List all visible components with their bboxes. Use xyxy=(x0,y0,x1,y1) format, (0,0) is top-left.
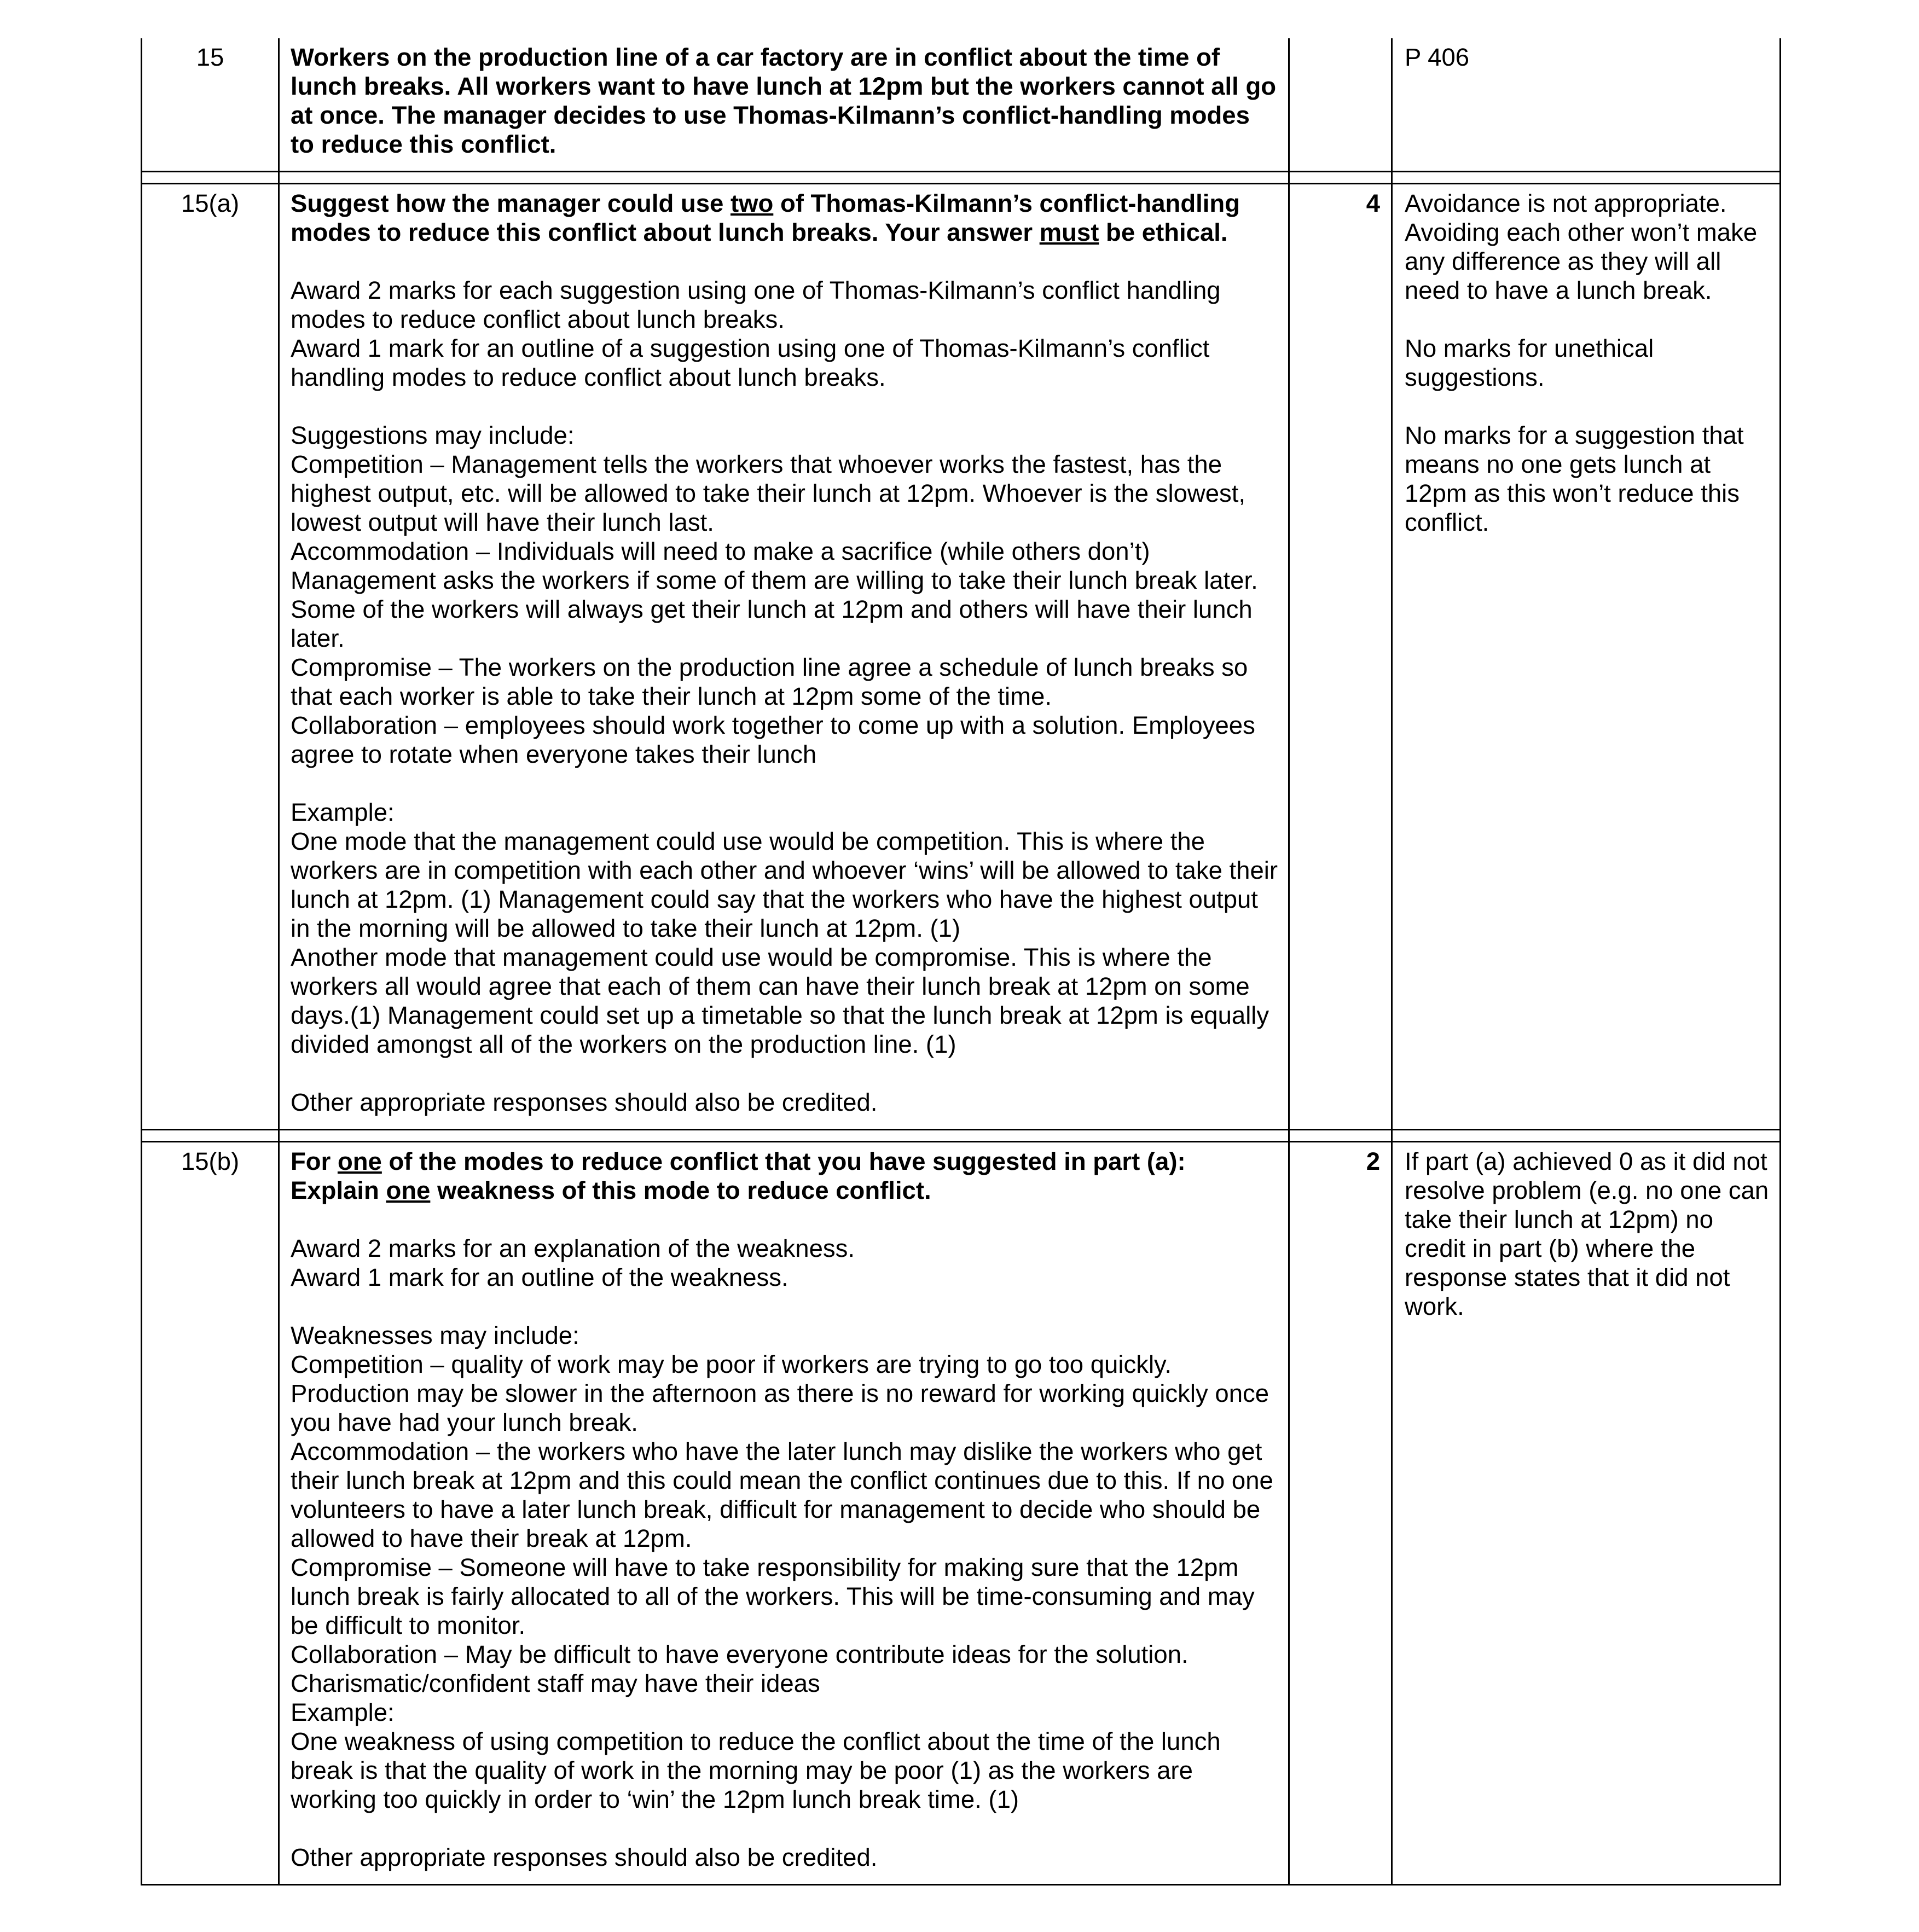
suggestion-item: Accommodation – Individuals will need to make a sacrifice (while others don’t) Management asks the workers if some of them are willing to take their lunch break later. Some of the workers will always get their lunch at 12pm and others will have their lunch later. xyxy=(291,537,1258,652)
example-text: One weakness of using competition to reduce the conflict about the time of the lunch break is that the quality of work in the morning may be poor (1) as the workers are working too quickly in order to ‘win’ the 12pm lunch break time. (1) xyxy=(291,1727,1221,1813)
suggestion-item: Collaboration – employees should work together to come up with a solution. Employees agree to rotate when everyone takes their lunch xyxy=(291,711,1255,768)
weakness-item: Competition – quality of work may be poor if workers are trying to go too quickly. Production may be slower in the afternoon as there is no reward for working quickly once you have had your lunch break. xyxy=(291,1350,1269,1436)
row-separator xyxy=(142,1130,1781,1142)
marks-cell xyxy=(1289,38,1392,172)
marks-cell: 2 xyxy=(1289,1142,1392,1885)
weakness-item: Collaboration – May be difficult to have everyone contribute ideas for the solution. Charismatic/confident staff may have their ideas xyxy=(291,1640,1188,1697)
suggestion-item: Compromise – The workers on the production line agree a schedule of lunch breaks so that each worker is able to take their lunch at 12pm some of the time. xyxy=(291,653,1248,710)
award-line: Award 2 marks for each suggestion using one of Thomas-Kilmann’s conflict handling modes to reduce conflict about lunch breaks. xyxy=(291,276,1221,333)
example-text: One mode that the management could use would be competition. This is where the workers are in competition with each other and whoever ‘wins’ will be allowed to take their lunch at 12pm. (1) Management could say that the workers who have the highest output in the morning will be allowed to take their lunch at 12pm. (1) xyxy=(291,827,1278,942)
question-15-row xyxy=(142,38,1781,172)
question-stem xyxy=(279,38,1289,172)
mark-scheme-table xyxy=(141,38,1781,1885)
guidance-cell: If part (a) achieved 0 as it did not resolve problem (e.g. no one can take their lunch at 12pm) no credit in part (b) where the response states that it did not work. xyxy=(1392,1142,1781,1885)
row-separator xyxy=(142,172,1781,184)
weaknesses-heading: Weaknesses may include: xyxy=(291,1321,579,1349)
question-15b-row xyxy=(142,1142,1781,1885)
example-heading: Example: xyxy=(291,798,395,826)
question-number: 15(a) xyxy=(142,184,279,1130)
guidance-cell xyxy=(1392,184,1781,1130)
guidance-note: No marks for unethical suggestions. xyxy=(1405,334,1654,391)
weakness-item: Accommodation – the workers who have the later lunch may dislike the workers who get their lunch break at 12pm and this could mean the conflict continues due to this. If no one volunteers to have a later lunch break, difficult for management to decide who should be allowed to have their break at 12pm. xyxy=(291,1437,1273,1552)
question-text: For one of the modes to reduce conflict that you have suggested in part (a): Explain one weakness of this mode to reduce conflict. xyxy=(291,1147,1186,1204)
example-heading: Example: xyxy=(291,1698,395,1726)
credit-note: Other appropriate responses should also be credited. xyxy=(291,1843,878,1871)
answer-cell xyxy=(279,1142,1289,1885)
question-stem-text: Workers on the production line of a car factory are in conflict about the time of lunch breaks. All workers want to have lunch at 12pm but the workers cannot all go at once. The manager decides to use Thomas-Kilmann’s conflict-handling modes to reduce this conflict. xyxy=(291,43,1277,158)
award-line: Award 1 mark for an outline of a suggestion using one of Thomas-Kilmann’s conflict handling modes to reduce conflict about lunch breaks. xyxy=(291,334,1210,391)
weakness-item: Compromise – Someone will have to take responsibility for making sure that the 12pm lunch break is fairly allocated to all of the workers. This will be time-consuming and may be difficult to monitor. xyxy=(291,1553,1255,1639)
marks-cell: 4 xyxy=(1289,184,1392,1130)
guidance-cell: P 406 xyxy=(1392,38,1781,172)
suggestions-heading: Suggestions may include: xyxy=(291,421,575,449)
question-text: Suggest how the manager could use two of Thomas-Kilmann’s conflict-handling modes to reduce this conflict about lunch breaks. Your answer must be ethical. xyxy=(291,189,1240,246)
question-number: 15 xyxy=(142,38,279,172)
guidance-note: No marks for a suggestion that means no one gets lunch at 12pm as this won’t reduce this conflict. xyxy=(1405,421,1744,536)
example-text: Another mode that management could use would be compromise. This is where the workers all would agree that each of them can have their lunch break at 12pm on some days.(1) Management could set up a timetable so that the lunch break at 12pm is equally divided amongst all of the workers on the production line. (1) xyxy=(291,943,1269,1058)
question-15a-row xyxy=(142,184,1781,1130)
suggestion-item: Competition – Management tells the workers that whoever works the fastest, has the highest output, etc. will be allowed to take their lunch at 12pm. Whoever is the slowest, lowest output will have their lunch last. xyxy=(291,450,1246,536)
guidance-note: Avoidance is not appropriate. Avoiding each other won’t make any difference as they will all need to have a lunch break. xyxy=(1405,189,1758,304)
credit-note: Other appropriate responses should also be credited. xyxy=(291,1088,878,1116)
award-line: Award 1 mark for an outline of the weakness. xyxy=(291,1263,789,1291)
answer-cell xyxy=(279,184,1289,1130)
award-line: Award 2 marks for an explanation of the weakness. xyxy=(291,1234,855,1262)
question-number: 15(b) xyxy=(142,1142,279,1885)
